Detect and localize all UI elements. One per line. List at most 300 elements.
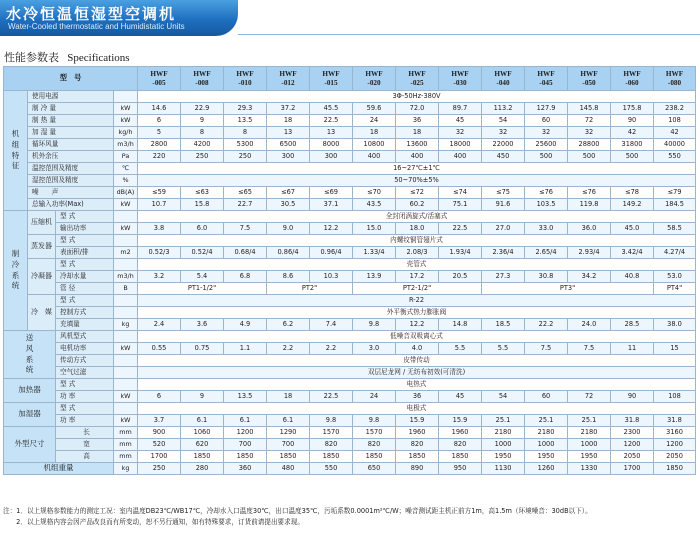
table-cell: ≤78 bbox=[611, 187, 654, 199]
row-label: 表面积/排 bbox=[56, 247, 114, 259]
table-cell: 20.5 bbox=[439, 271, 482, 283]
table-row bbox=[4, 211, 696, 223]
table-cell: 1850 bbox=[654, 463, 696, 475]
model-header-cell: HWF -020 bbox=[353, 67, 396, 91]
table-cell: 2050 bbox=[654, 451, 696, 463]
table-row bbox=[4, 151, 696, 163]
footnotes bbox=[3, 506, 697, 528]
table-cell: 480 bbox=[267, 463, 310, 475]
model-header-cell: HWF -012 bbox=[267, 67, 310, 91]
table-cell: 1570 bbox=[353, 427, 396, 439]
table-cell: 1330 bbox=[568, 463, 611, 475]
footnote-1: 注：1．以上规格参数能力的测定工况：室内温度DB23℃/WB17℃，冷却水入口温度30℃，出口温度35℃，污垢系数0.0001m²℃/W；噪音测试距主机正前方1m，高1.5m（环境噪音：30dB以下）。 bbox=[3, 507, 592, 515]
table-cell: 108 bbox=[654, 391, 696, 403]
table-row bbox=[4, 103, 696, 115]
table-cell: 9.0 bbox=[267, 223, 310, 235]
table-cell: 2300 bbox=[611, 427, 654, 439]
table-cell: ≤63 bbox=[181, 187, 224, 199]
table-cell: 8 bbox=[181, 127, 224, 139]
row-unit bbox=[114, 295, 138, 307]
row-label: 总输入功率(Max) bbox=[28, 199, 114, 211]
row-unit: mm bbox=[114, 451, 138, 463]
group-airsupply: 送 风 系 统 bbox=[4, 331, 56, 379]
row-unit bbox=[114, 355, 138, 367]
table-cell: 9.8 bbox=[353, 319, 396, 331]
table-cell: 90 bbox=[611, 115, 654, 127]
banner-title: 水冷恒温恒湿型空调机 bbox=[6, 5, 177, 23]
specifications-table bbox=[3, 66, 696, 475]
table-cell: 238.2 bbox=[654, 103, 696, 115]
table-cell: 2180 bbox=[482, 427, 525, 439]
row-span-value: 双层尼龙网 / 无纺布初效(可清洗) bbox=[138, 367, 696, 379]
table-cell: 45 bbox=[439, 115, 482, 127]
table-cell: 400 bbox=[439, 151, 482, 163]
table-cell: 5300 bbox=[224, 139, 267, 151]
group-humidifier: 加湿器 bbox=[4, 403, 56, 427]
row-unit bbox=[114, 259, 138, 271]
header-divider bbox=[238, 34, 700, 35]
table-cell: 15.8 bbox=[181, 199, 224, 211]
table-cell: 15.0 bbox=[353, 223, 396, 235]
table-cell: 14.6 bbox=[138, 103, 181, 115]
table-cell: 1.33/4 bbox=[353, 247, 396, 259]
row-span-value: 皮带传动 bbox=[138, 355, 696, 367]
table-cell: 27.3 bbox=[482, 271, 525, 283]
table-cell: ≤72 bbox=[396, 187, 439, 199]
row-span-value: 外平衡式热力膨胀阀 bbox=[138, 307, 696, 319]
table-row bbox=[4, 403, 696, 415]
table-cell: 280 bbox=[181, 463, 224, 475]
table-cell: 3.2 bbox=[138, 271, 181, 283]
table-cell: 950 bbox=[439, 463, 482, 475]
row-label: 冷却水量 bbox=[56, 271, 114, 283]
table-cell: 18000 bbox=[439, 139, 482, 151]
table-cell: 145.8 bbox=[568, 103, 611, 115]
table-cell: 1850 bbox=[439, 451, 482, 463]
row-span-value: 低噪音双吸离心式 bbox=[138, 331, 696, 343]
table-cell: 43.5 bbox=[353, 199, 396, 211]
model-header-cell: HWF -015 bbox=[310, 67, 353, 91]
pipe-size-cell: PT1-1/2" bbox=[138, 283, 267, 295]
table-cell: 45 bbox=[439, 391, 482, 403]
model-header-cell: HWF -040 bbox=[482, 67, 525, 91]
pipe-size-cell: PT2" bbox=[267, 283, 353, 295]
table-cell: 0.75 bbox=[181, 343, 224, 355]
row-label: 功 率 bbox=[56, 391, 114, 403]
table-cell: 2800 bbox=[138, 139, 181, 151]
table-cell: 36.0 bbox=[568, 223, 611, 235]
table-cell: 450 bbox=[482, 151, 525, 163]
table-cell: 29.3 bbox=[224, 103, 267, 115]
table-row bbox=[4, 91, 696, 103]
table-row bbox=[4, 343, 696, 355]
row-label: 宽 bbox=[56, 439, 114, 451]
table-cell: 25.1 bbox=[525, 415, 568, 427]
table-cell: 24.0 bbox=[568, 319, 611, 331]
row-label: 长 bbox=[56, 427, 114, 439]
section-title bbox=[4, 49, 130, 65]
table-cell: 31.8 bbox=[654, 415, 696, 427]
table-cell: 1850 bbox=[224, 451, 267, 463]
table-cell: 4.0 bbox=[396, 343, 439, 355]
table-cell: 2.36/4 bbox=[482, 247, 525, 259]
table-cell: 1200 bbox=[611, 439, 654, 451]
table-cell: 2180 bbox=[525, 427, 568, 439]
table-cell: ≤79 bbox=[654, 187, 696, 199]
table-cell: 500 bbox=[525, 151, 568, 163]
table-cell: 6.1 bbox=[181, 415, 224, 427]
table-cell: 4.27/4 bbox=[654, 247, 696, 259]
table-cell: 3.0 bbox=[353, 343, 396, 355]
table-cell: 28.5 bbox=[611, 319, 654, 331]
table-cell: 53.0 bbox=[654, 271, 696, 283]
table-cell: 0.52/3 bbox=[138, 247, 181, 259]
table-cell: 42 bbox=[654, 127, 696, 139]
row-unit: mm bbox=[114, 427, 138, 439]
table-cell: 32 bbox=[439, 127, 482, 139]
group-dimensions: 外型尺寸 bbox=[4, 427, 56, 463]
table-cell: 820 bbox=[439, 439, 482, 451]
table-row bbox=[4, 259, 696, 271]
table-cell: 820 bbox=[310, 439, 353, 451]
table-cell: 520 bbox=[138, 439, 181, 451]
table-row bbox=[4, 355, 696, 367]
table-cell: 300 bbox=[310, 151, 353, 163]
table-cell: 7.4 bbox=[310, 319, 353, 331]
row-unit: kW bbox=[114, 343, 138, 355]
table-cell: 6 bbox=[138, 115, 181, 127]
table-cell: 500 bbox=[568, 151, 611, 163]
table-cell: 8000 bbox=[310, 139, 353, 151]
table-row bbox=[4, 127, 696, 139]
row-unit: kW bbox=[114, 115, 138, 127]
table-cell: 1850 bbox=[396, 451, 439, 463]
row-unit: Pa bbox=[114, 151, 138, 163]
table-cell: 12.2 bbox=[310, 223, 353, 235]
row-unit bbox=[114, 307, 138, 319]
model-header-cell: HWF -008 bbox=[181, 67, 224, 91]
row-span-value: 壳管式 bbox=[138, 259, 696, 271]
table-cell: 2.65/4 bbox=[525, 247, 568, 259]
row-unit: kW bbox=[114, 103, 138, 115]
model-header-cell: HWF -050 bbox=[568, 67, 611, 91]
table-cell: ≤59 bbox=[138, 187, 181, 199]
table-cell: 10.3 bbox=[310, 271, 353, 283]
table-cell: 30.5 bbox=[267, 199, 310, 211]
table-cell: 6 bbox=[138, 391, 181, 403]
table-cell: 3.8 bbox=[138, 223, 181, 235]
table-cell: 300 bbox=[267, 151, 310, 163]
table-cell: 1850 bbox=[181, 451, 224, 463]
pipe-size-cell: PT3" bbox=[482, 283, 654, 295]
table-cell: 89.7 bbox=[439, 103, 482, 115]
table-row bbox=[4, 175, 696, 187]
table-cell: ≤74 bbox=[439, 187, 482, 199]
table-row bbox=[4, 379, 696, 391]
row-unit: kW bbox=[114, 415, 138, 427]
table-cell: 72 bbox=[568, 115, 611, 127]
row-label: 机外余压 bbox=[28, 151, 114, 163]
table-cell: 1700 bbox=[138, 451, 181, 463]
model-header-cell: HWF -030 bbox=[439, 67, 482, 91]
table-row bbox=[4, 271, 696, 283]
table-cell: 1000 bbox=[525, 439, 568, 451]
pipe-size-cell: PT4" bbox=[654, 283, 696, 295]
table-row bbox=[4, 199, 696, 211]
model-header: 型 号 bbox=[4, 67, 138, 91]
row-label: 传动方式 bbox=[56, 355, 114, 367]
table-cell: 6.2 bbox=[267, 319, 310, 331]
row-unit: % bbox=[114, 175, 138, 187]
pipe-size-cell: PT2-1/2" bbox=[353, 283, 482, 295]
table-cell: 900 bbox=[138, 427, 181, 439]
table-row bbox=[4, 427, 696, 439]
row-unit bbox=[114, 379, 138, 391]
group-refrigerant: 冷 媒 bbox=[28, 295, 56, 331]
row-unit bbox=[114, 91, 138, 103]
row-unit: dB(A) bbox=[114, 187, 138, 199]
table-cell: 820 bbox=[396, 439, 439, 451]
table-cell: 1850 bbox=[353, 451, 396, 463]
table-row bbox=[4, 247, 696, 259]
table-cell: 28800 bbox=[568, 139, 611, 151]
table-cell: 18 bbox=[353, 127, 396, 139]
table-cell: 6500 bbox=[267, 139, 310, 151]
table-row bbox=[4, 415, 696, 427]
row-label: 型 式 bbox=[56, 235, 114, 247]
table-cell: 6.1 bbox=[267, 415, 310, 427]
table-cell: 113.2 bbox=[482, 103, 525, 115]
table-cell: 14.8 bbox=[439, 319, 482, 331]
table-cell: 6.8 bbox=[224, 271, 267, 283]
table-row bbox=[4, 295, 696, 307]
table-cell: 250 bbox=[181, 151, 224, 163]
table-cell: 360 bbox=[224, 463, 267, 475]
table-cell: 0.52/4 bbox=[181, 247, 224, 259]
table-cell: 40.8 bbox=[611, 271, 654, 283]
table-cell: 17.2 bbox=[396, 271, 439, 283]
table-cell: 5.5 bbox=[439, 343, 482, 355]
table-cell: ≤70 bbox=[353, 187, 396, 199]
table-cell: 37.1 bbox=[310, 199, 353, 211]
row-label: 温控范围及精度 bbox=[28, 163, 114, 175]
table-cell: 890 bbox=[396, 463, 439, 475]
table-cell: 1.1 bbox=[224, 343, 267, 355]
row-span-value: 全封闭涡旋式/活塞式 bbox=[138, 211, 696, 223]
table-cell: 1950 bbox=[482, 451, 525, 463]
row-unit: m3/h bbox=[114, 271, 138, 283]
table-cell: 175.8 bbox=[611, 103, 654, 115]
table-cell: 13.9 bbox=[353, 271, 396, 283]
table-cell: 31800 bbox=[611, 139, 654, 151]
table-cell: 7.5 bbox=[525, 343, 568, 355]
row-label: 使用电源 bbox=[28, 91, 114, 103]
table-cell: 2.08/3 bbox=[396, 247, 439, 259]
table-cell: 1950 bbox=[525, 451, 568, 463]
row-unit: kW bbox=[114, 223, 138, 235]
table-cell: 1.93/4 bbox=[439, 247, 482, 259]
row-label: 循环风量 bbox=[28, 139, 114, 151]
table-cell: 220 bbox=[138, 151, 181, 163]
table-row bbox=[4, 391, 696, 403]
table-cell: 1130 bbox=[482, 463, 525, 475]
table-cell: 91.6 bbox=[482, 199, 525, 211]
banner-subtitle: Water-Cooled thermostatic and Humidistatic Units bbox=[8, 22, 185, 31]
table-cell: 25600 bbox=[525, 139, 568, 151]
table-cell: 75.1 bbox=[439, 199, 482, 211]
row-unit: kg bbox=[114, 319, 138, 331]
table-cell: 30.8 bbox=[525, 271, 568, 283]
row-unit: mm bbox=[114, 439, 138, 451]
row-label: 型 式 bbox=[56, 403, 114, 415]
table-cell: 1200 bbox=[224, 427, 267, 439]
row-unit: kg bbox=[114, 463, 138, 475]
table-cell: 9 bbox=[181, 115, 224, 127]
table-cell: 13 bbox=[310, 127, 353, 139]
table-cell: 0.68/4 bbox=[224, 247, 267, 259]
table-cell: 2180 bbox=[568, 427, 611, 439]
table-cell: 119.8 bbox=[568, 199, 611, 211]
table-row bbox=[4, 319, 696, 331]
table-cell: ≤76 bbox=[525, 187, 568, 199]
table-cell: 6.0 bbox=[181, 223, 224, 235]
table-cell: 58.5 bbox=[654, 223, 696, 235]
table-cell: 1060 bbox=[181, 427, 224, 439]
table-cell: 32 bbox=[525, 127, 568, 139]
table-cell: 3.42/4 bbox=[611, 247, 654, 259]
table-cell: 250 bbox=[224, 151, 267, 163]
table-cell: 37.2 bbox=[267, 103, 310, 115]
table-row bbox=[4, 235, 696, 247]
table-cell: 700 bbox=[267, 439, 310, 451]
table-cell: 54 bbox=[482, 391, 525, 403]
table-cell: 820 bbox=[353, 439, 396, 451]
row-label: 管 径 bbox=[56, 283, 114, 295]
table-cell: 10.7 bbox=[138, 199, 181, 211]
row-unit: B bbox=[114, 283, 138, 295]
table-cell: 60.2 bbox=[396, 199, 439, 211]
table-cell: 72.0 bbox=[396, 103, 439, 115]
row-label: 型 式 bbox=[56, 211, 114, 223]
table-cell: 1000 bbox=[568, 439, 611, 451]
table-cell: 250 bbox=[138, 463, 181, 475]
table-cell: 0.55 bbox=[138, 343, 181, 355]
table-cell: 8 bbox=[224, 127, 267, 139]
table-cell: 2.2 bbox=[310, 343, 353, 355]
table-row bbox=[4, 115, 696, 127]
table-cell: 1960 bbox=[396, 427, 439, 439]
table-cell: 4200 bbox=[181, 139, 224, 151]
row-label: 控制方式 bbox=[56, 307, 114, 319]
table-cell: ≤67 bbox=[267, 187, 310, 199]
table-cell: 550 bbox=[654, 151, 696, 163]
model-header-cell: HWF -060 bbox=[611, 67, 654, 91]
table-cell: 13.5 bbox=[224, 391, 267, 403]
section-title-cn: 性能参数表 bbox=[4, 51, 59, 64]
table-cell: 36 bbox=[396, 115, 439, 127]
table-cell: 60 bbox=[525, 391, 568, 403]
row-unit: m3/h bbox=[114, 139, 138, 151]
table-cell: 15.9 bbox=[439, 415, 482, 427]
row-label: 功 率 bbox=[56, 415, 114, 427]
row-span-value: R-22 bbox=[138, 295, 696, 307]
table-cell: 22.5 bbox=[310, 391, 353, 403]
table-cell: 45.0 bbox=[611, 223, 654, 235]
table-cell: 1850 bbox=[267, 451, 310, 463]
table-cell: 18 bbox=[396, 127, 439, 139]
table-row bbox=[4, 163, 696, 175]
row-label: 型 式 bbox=[56, 259, 114, 271]
table-cell: 40000 bbox=[654, 139, 696, 151]
table-cell: 1960 bbox=[439, 427, 482, 439]
row-label: 风机型式 bbox=[56, 331, 114, 343]
table-cell: 6.1 bbox=[224, 415, 267, 427]
table-cell: 620 bbox=[181, 439, 224, 451]
table-cell: 700 bbox=[224, 439, 267, 451]
table-cell: 22.9 bbox=[181, 103, 224, 115]
row-label: 制 热 量 bbox=[28, 115, 114, 127]
row-unit bbox=[114, 211, 138, 223]
table-cell: 11 bbox=[611, 343, 654, 355]
table-cell: 22.5 bbox=[439, 223, 482, 235]
table-cell: 22.7 bbox=[224, 199, 267, 211]
group-condenser: 冷凝器 bbox=[28, 259, 56, 295]
table-row bbox=[4, 139, 696, 151]
table-cell: 33.0 bbox=[525, 223, 568, 235]
row-label: 湿控范围及精度 bbox=[28, 175, 114, 187]
row-label: 型 式 bbox=[56, 295, 114, 307]
row-span-value: 3Φ-50Hz-380V bbox=[138, 91, 696, 103]
table-cell: 25.1 bbox=[568, 415, 611, 427]
table-cell: 2.93/4 bbox=[568, 247, 611, 259]
group-heater: 加热器 bbox=[4, 379, 56, 403]
table-cell: 59.6 bbox=[353, 103, 396, 115]
table-cell: 5.5 bbox=[482, 343, 525, 355]
table-cell: 54 bbox=[482, 115, 525, 127]
table-cell: 1700 bbox=[611, 463, 654, 475]
table-row bbox=[4, 451, 696, 463]
table-cell: 42 bbox=[611, 127, 654, 139]
row-label: 充填量 bbox=[56, 319, 114, 331]
table-cell: 12.2 bbox=[396, 319, 439, 331]
table-cell: 2.2 bbox=[267, 343, 310, 355]
row-unit bbox=[114, 367, 138, 379]
row-unit: kW bbox=[114, 199, 138, 211]
table-cell: 0.96/4 bbox=[310, 247, 353, 259]
table-cell: 2050 bbox=[611, 451, 654, 463]
table-cell: 3160 bbox=[654, 427, 696, 439]
row-unit: kg/h bbox=[114, 127, 138, 139]
table-row bbox=[4, 283, 696, 295]
row-label: 噪 声 bbox=[28, 187, 114, 199]
model-header-cell: HWF -045 bbox=[525, 67, 568, 91]
table-cell: 22.5 bbox=[310, 115, 353, 127]
model-header-cell: HWF -010 bbox=[224, 67, 267, 91]
table-row bbox=[4, 223, 696, 235]
table-cell: 127.9 bbox=[525, 103, 568, 115]
table-cell: 400 bbox=[353, 151, 396, 163]
table-cell: 500 bbox=[611, 151, 654, 163]
table-cell: 13600 bbox=[396, 139, 439, 151]
table-cell: 18.5 bbox=[482, 319, 525, 331]
table-cell: 1290 bbox=[267, 427, 310, 439]
row-label: 制 冷 量 bbox=[28, 103, 114, 115]
table-cell: 5.4 bbox=[181, 271, 224, 283]
table-cell: 18.0 bbox=[396, 223, 439, 235]
table-cell: 5 bbox=[138, 127, 181, 139]
table-cell: 1570 bbox=[310, 427, 353, 439]
table-cell: 3.6 bbox=[181, 319, 224, 331]
